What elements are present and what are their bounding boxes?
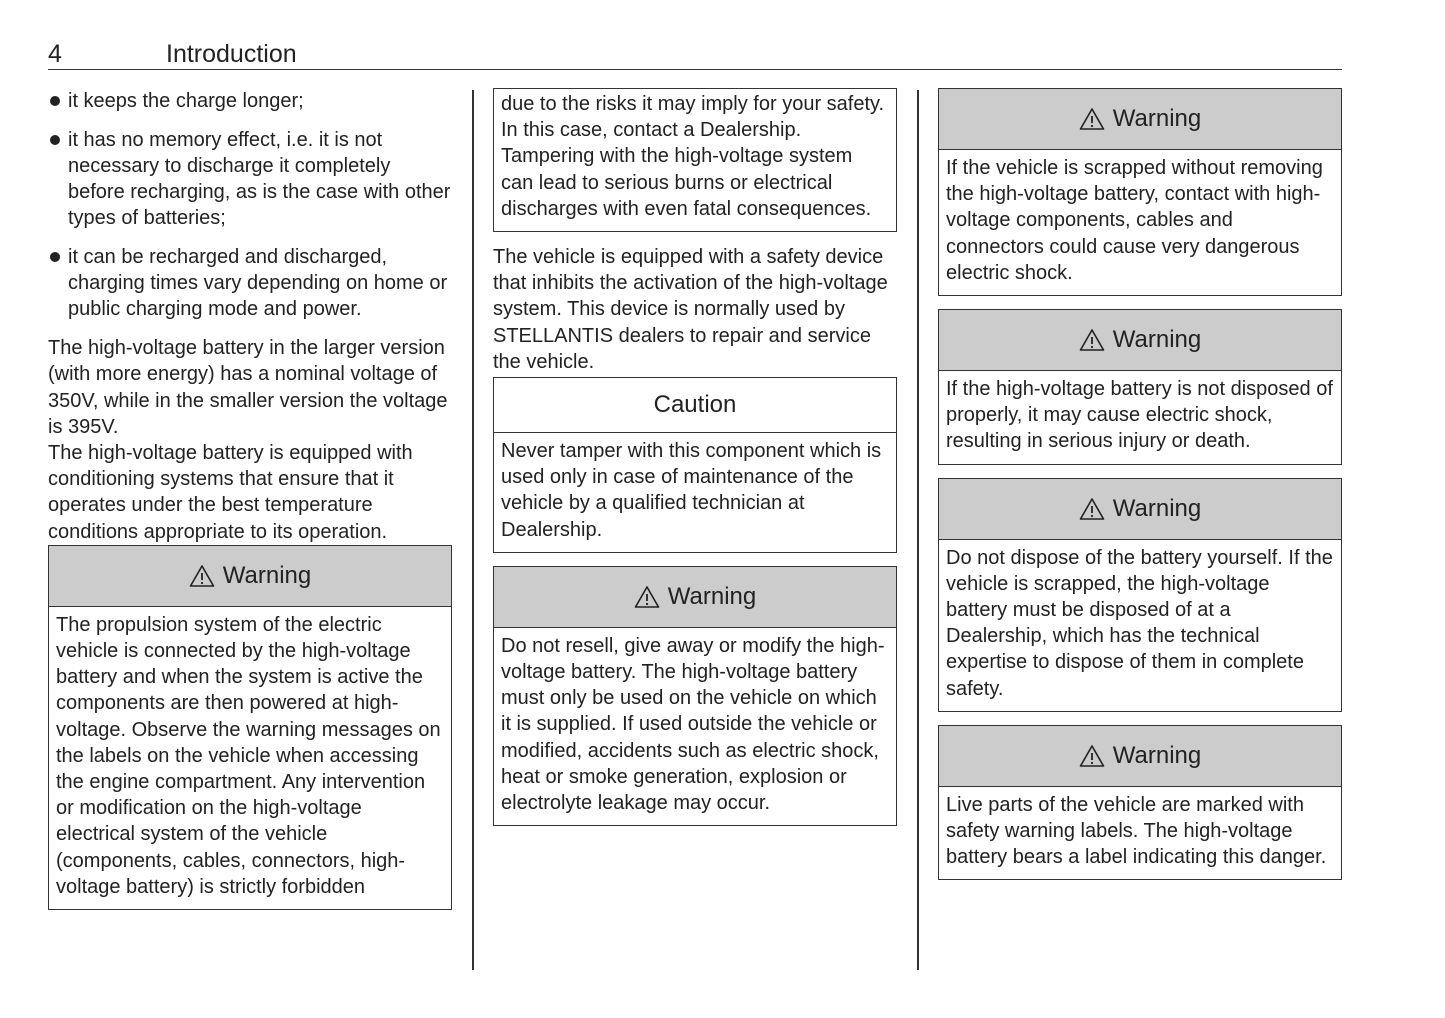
warning-triangle-icon <box>189 564 215 588</box>
warning-triangle-icon <box>1079 744 1105 768</box>
warning-box <box>938 478 1342 712</box>
warning-text: The propulsion system of the electric vehicle is connected by the high-voltage battery and when the system is active the components are then powered at high-voltage. Observe the warning messages on the labels on the vehicle when accessing the engine compartment. Any intervention or modification on the high-voltage electrical system of the vehicle (components, cables, connectors, high-voltage battery) is strictly forbidden <box>56 613 441 898</box>
warning-box <box>48 545 452 910</box>
caution-title: Caution <box>653 391 737 419</box>
safety-device-paragraph: The vehicle is equipped with a safety device that inhibits the activation of the high-voltage system. This device is normally used by STELLANTIS dealers to repair and service the vehicle. <box>493 246 888 373</box>
caution-box <box>493 377 897 553</box>
warning-text: due to the risks it may imply for your safety. In this case, contact a Dealership. Tampering with the high-voltage system can lead to serious burns or electrical discharges with even fatal consequences. <box>501 93 885 220</box>
column-divider <box>917 90 919 970</box>
warning-triangle-icon <box>1079 107 1105 131</box>
column-divider <box>472 90 474 970</box>
warning-text: If the vehicle is scrapped without removing the high-voltage battery, contact with high-voltage components, cables and connectors could cause very dangerous electric shock. <box>946 157 1323 284</box>
list-item: it can be recharged and discharged, charging times vary depending on home or public charging mode and power. <box>48 244 452 323</box>
warning-header <box>49 546 451 607</box>
page-header <box>48 38 1342 70</box>
list-item: it has no memory effect, i.e. it is not necessary to discharge it completely before recharging, as is the case with other types of batteries; <box>48 127 452 232</box>
warning-text: Do not resell, give away or modify the high-voltage battery. The high-voltage battery must only be used on the vehicle on which it is supplied. If used outside the vehicle or modified, accidents such as electric shock, heat or smoke generation, explosion or electrolyte leakage may occur. <box>501 634 885 815</box>
warning-header <box>939 310 1341 371</box>
conditioning-paragraph: The high-voltage battery is equipped with conditioning systems that ensure that it operates under the best temperature conditions appropriate to its operation. <box>48 441 413 543</box>
warning-box <box>938 88 1342 296</box>
section-title: Introduction <box>166 40 297 68</box>
page-number: 4 <box>48 40 62 68</box>
column-2 <box>493 88 897 826</box>
column-3 <box>938 88 1342 880</box>
battery-voltage-paragraph: The high-voltage battery in the larger version (with more energy) has a nominal voltage of 350V, while in the smaller version the voltage is 395V. <box>48 337 448 438</box>
column-1 <box>48 88 452 910</box>
warning-title: Warning <box>1112 494 1202 522</box>
warning-title: Warning <box>1112 741 1202 769</box>
warning-box <box>938 309 1342 465</box>
feature-list <box>48 88 452 323</box>
caution-header <box>494 378 896 433</box>
warning-box-continued <box>493 88 897 232</box>
warning-header <box>939 479 1341 540</box>
warning-header <box>939 726 1341 787</box>
warning-title: Warning <box>1112 105 1202 132</box>
warning-header <box>939 89 1341 150</box>
list-item: it keeps the charge longer; <box>48 88 452 114</box>
warning-title: Warning <box>667 582 757 610</box>
warning-text: Live parts of the vehicle are marked with safety warning labels. The high-voltage battery bears a label indicating this danger. <box>946 793 1327 869</box>
warning-header <box>494 567 896 628</box>
warning-box <box>938 725 1342 881</box>
warning-title: Warning <box>222 561 312 589</box>
warning-text: If the high-voltage battery is not disposed of properly, it may cause electric shock, resulting in serious injury or death. <box>946 378 1333 453</box>
warning-triangle-icon <box>1079 497 1105 521</box>
warning-triangle-icon <box>1079 328 1105 352</box>
caution-text: Never tamper with this component which is used only in case of maintenance of the vehicle by a qualified technician at Dealership. <box>501 440 882 541</box>
warning-box <box>493 566 897 826</box>
warning-title: Warning <box>1112 326 1202 354</box>
warning-text: Do not dispose of the battery yourself. If the vehicle is scrapped, the high-voltage battery must be disposed of at a Dealership, which has the technical expertise to dispose of them in complete safety. <box>946 546 1333 700</box>
warning-triangle-icon <box>634 585 660 609</box>
